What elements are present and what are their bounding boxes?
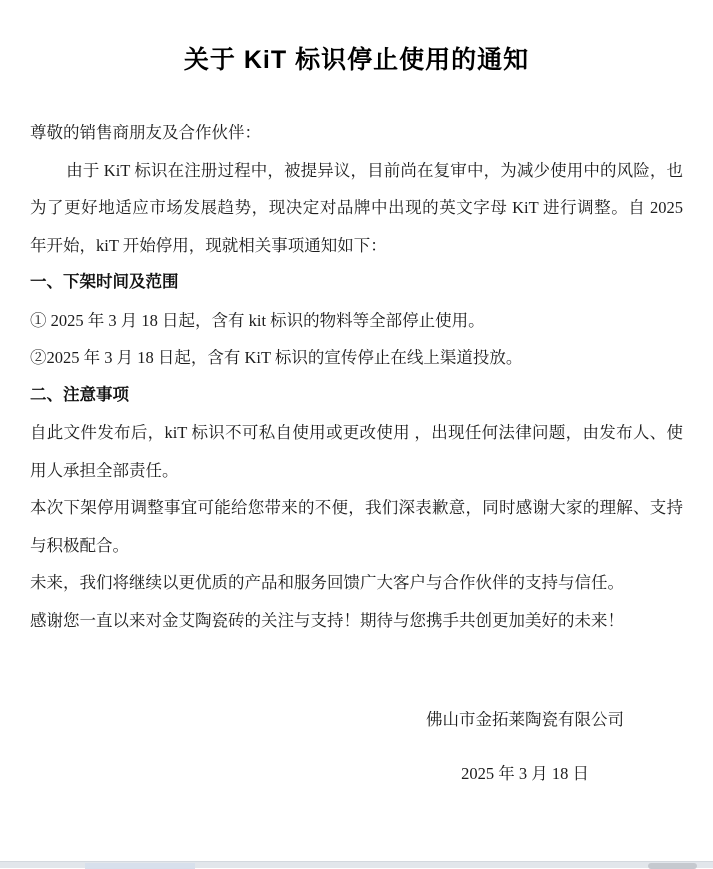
scrollbar-tint-segment — [85, 863, 195, 869]
section-2-heading: 二、注意事项 — [30, 385, 129, 404]
section-2-paragraph-4: 感谢您一直以来对金艾陶瓷砖的关注与支持！期待与您携手共创更加美好的未来！ — [30, 610, 624, 630]
section-1-item-2: ②2025 年 3 月 18 日起，含有 KiT 标识的宣传停止在线上渠道投放。 — [30, 348, 523, 367]
section-1-item-1: ① 2025 年 3 月 18 日起，含有 kit 标识的物料等全部停止使用。 — [30, 310, 485, 330]
signature-company-name: 佛山市金拓莱陶瓷有限公司 — [426, 709, 624, 729]
intro-paragraph: 由于 KiT 标识在注册过程中，被提异议，目前尚在复审中，为减少使用中的风险，也为了更好地适应市场发展趋势，现决定对品牌中出现的英文字母 KiT 进行调整。自 2025 年开始，kiT 开始停用，现就相关事项通知如下： — [30, 160, 683, 255]
document-title: 关于 KiT 标识停止使用的通知 — [183, 46, 530, 74]
signature-block — [405, 684, 645, 809]
section-1-heading: 一、下架时间及范围 — [30, 273, 179, 291]
signature-date: 2025 年 3 月 18 日 — [461, 763, 589, 783]
scrollbar-thumb[interactable] — [648, 863, 697, 869]
section-2-paragraph-2: 本次下架停用调整事宜可能给您带来的不便，我们深表歉意，同时感谢大家的理解、支持与积极配合。 — [30, 498, 683, 555]
document-body — [30, 114, 683, 639]
greeting-line: 尊敬的销售商朋友及合作伙伴： — [30, 123, 261, 142]
section-2-paragraph-1: 自此文件发布后，kiT 标识不可私自使用或更改使用 ，出现任何法律问题，由发布人、使用人承担全部责任。 — [30, 423, 683, 480]
horizontal-scrollbar[interactable] — [0, 861, 713, 868]
section-2-paragraph-3: 未来，我们将继续以更优质的产品和服务回馈广大客户与合作伙伴的支持与信任。 — [30, 573, 624, 592]
